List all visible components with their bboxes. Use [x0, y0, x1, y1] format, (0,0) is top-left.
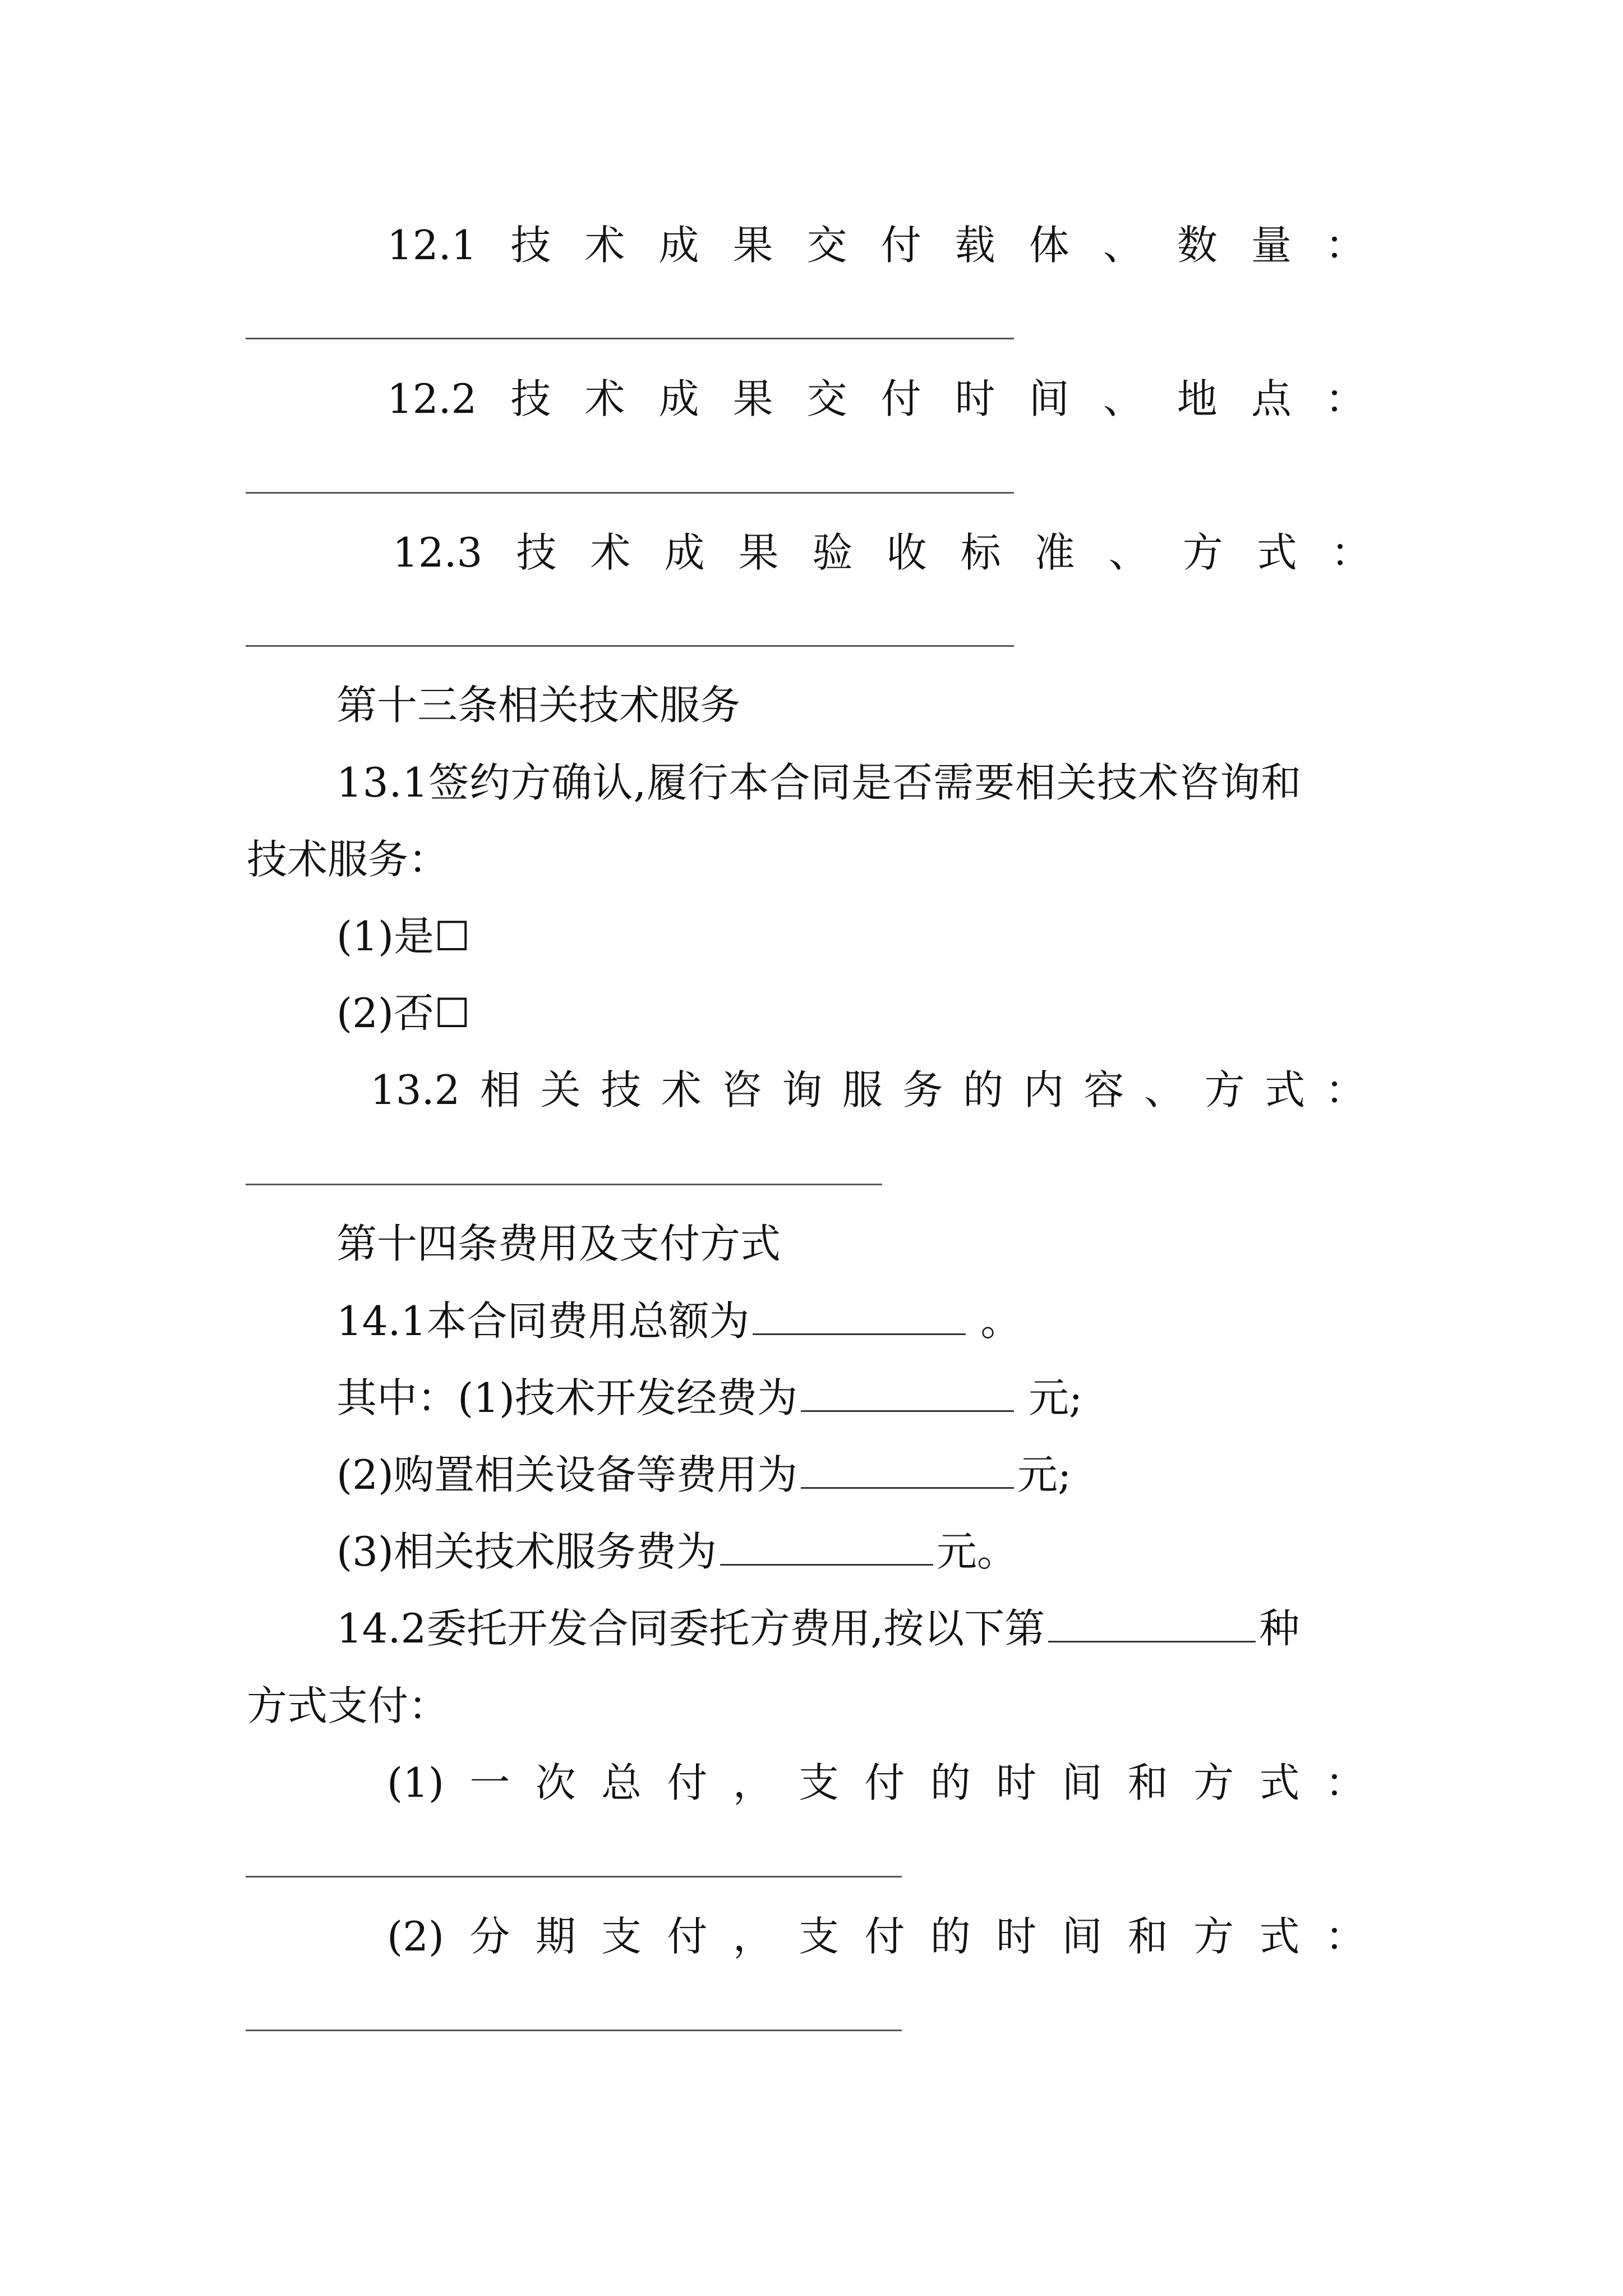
clause-char: 总	[601, 1759, 642, 1806]
clause-14-2-text: 14.2委托开发合同委托方费用,按以下第	[336, 1605, 1045, 1652]
clause-char: 技	[510, 222, 551, 269]
clause-char: ：	[1330, 529, 1371, 576]
payment-method-blank[interactable]	[1048, 1607, 1256, 1642]
clause-14-1-text: 14.1本合同费用总额为	[336, 1297, 750, 1345]
clause-14-2-line2: 方式支付：	[247, 1682, 449, 1729]
payment-option-1	[387, 1757, 1366, 1808]
clause-14-1a-text: 其中：(1)技术开发经费为	[336, 1374, 797, 1421]
fill-line-12-3[interactable]	[246, 645, 1014, 647]
clause-char: 和	[1127, 1913, 1168, 1960]
clause-char: 内	[1023, 1066, 1064, 1114]
fill-line-13-2[interactable]	[246, 1184, 882, 1185]
clause-char: 果	[732, 222, 773, 269]
clause-char: 成	[658, 222, 699, 269]
clause-char: 次	[535, 1759, 576, 1806]
clause-char: 收	[886, 529, 927, 576]
clause-char: 和	[1127, 1759, 1168, 1806]
clause-14-1a	[336, 1373, 1082, 1423]
clause-number: 12.3	[393, 529, 483, 576]
clause-char: 准	[1034, 529, 1075, 576]
clause-number: 12.2	[387, 375, 477, 422]
clause-number: (2)	[387, 1913, 444, 1960]
clause-13-1-line1: 13.1签约方确认,履行本合同是否需要相关技术咨询和	[336, 759, 1302, 806]
clause-char: 技	[516, 529, 557, 576]
clause-14-1a-unit: 元;	[1029, 1374, 1083, 1421]
clause-char: 支	[799, 1759, 840, 1806]
clause-char: 体	[1029, 222, 1069, 269]
clause-char: 间	[1029, 375, 1069, 422]
clause-number: 13.2	[370, 1066, 460, 1114]
clause-char: ：	[1325, 222, 1366, 269]
clause-char: ，	[732, 1913, 773, 1960]
clause-char: 式	[1265, 1066, 1306, 1114]
clause-char: 术	[661, 1066, 702, 1114]
clause-char: 方	[1182, 529, 1223, 576]
clause-char: 标	[960, 529, 1001, 576]
clause-char: 、	[1108, 529, 1149, 576]
clause-char: ：	[1325, 375, 1366, 422]
clause-char: 验	[812, 529, 853, 576]
fill-line-payment-1[interactable]	[246, 1876, 902, 1878]
option-yes[interactable]: (1)是☐	[336, 913, 471, 960]
clause-14-2-line1	[336, 1603, 1299, 1654]
clause-14-1	[336, 1296, 1021, 1346]
clause-char: 相	[479, 1066, 520, 1114]
clause-char: 时	[955, 375, 995, 422]
payment-option-2	[387, 1911, 1366, 1962]
clause-char: 时	[996, 1759, 1037, 1806]
fill-line-12-2[interactable]	[246, 492, 1014, 494]
clause-char: 术	[584, 375, 625, 422]
clause-char: 的	[963, 1066, 1004, 1114]
clause-char: 询	[782, 1066, 823, 1114]
clause-char: 式	[1259, 1759, 1300, 1806]
clause-char: 成	[658, 375, 699, 422]
clause-char: 服	[842, 1066, 883, 1114]
clause-char: 分	[469, 1913, 510, 1960]
clause-char: 的	[930, 1913, 971, 1960]
clause-14-1b	[336, 1450, 1071, 1500]
clause-char: 付	[667, 1913, 708, 1960]
clause-char: 式	[1256, 529, 1297, 576]
clause-char: 支	[601, 1913, 642, 1960]
clause-char: 一	[469, 1759, 510, 1806]
clause-char: 地	[1177, 375, 1218, 422]
clause-14-2-end: 种	[1259, 1605, 1300, 1652]
clause-char: 付	[864, 1913, 905, 1960]
article-13-title: 第十三条相关技术服务	[336, 682, 741, 729]
clause-char: 关	[540, 1066, 581, 1114]
clause-char: 术	[584, 222, 625, 269]
clause-char: 交	[806, 375, 847, 422]
clause-12-2	[387, 374, 1366, 424]
clause-char: 果	[738, 529, 779, 576]
clause-char: 成	[664, 529, 705, 576]
clause-char: 付	[880, 222, 921, 269]
clause-14-1b-unit: 元;	[1017, 1451, 1072, 1498]
clause-char: ，	[732, 1759, 773, 1806]
clause-char: 务	[902, 1066, 943, 1114]
clause-char: 技	[510, 375, 551, 422]
clause-char: 交	[806, 222, 847, 269]
clause-char: 方	[1193, 1913, 1234, 1960]
clause-char: 载	[955, 222, 995, 269]
total-amount-blank[interactable]	[753, 1300, 966, 1335]
clause-number: 12.1	[387, 222, 477, 269]
clause-char: 时	[996, 1913, 1037, 1960]
clause-char: ：	[1325, 1759, 1366, 1806]
clause-12-1	[387, 220, 1366, 270]
clause-14-1b-text: (2)购置相关设备等费用为	[336, 1451, 797, 1498]
clause-char: ：	[1325, 1913, 1366, 1960]
clause-char: 式	[1259, 1913, 1300, 1960]
clause-char: 付	[864, 1759, 905, 1806]
clause-char: 技	[601, 1066, 642, 1114]
clause-char: 付	[880, 375, 921, 422]
clause-char: 间	[1062, 1913, 1103, 1960]
service-fee-blank[interactable]	[720, 1530, 933, 1566]
fill-line-12-1[interactable]	[246, 338, 1014, 339]
clause-char: 的	[930, 1759, 971, 1806]
clause-12-3	[393, 527, 1371, 578]
clause-char: 数	[1177, 222, 1218, 269]
clause-char: 方	[1193, 1759, 1234, 1806]
clause-13-1-line2: 技术服务：	[247, 836, 449, 883]
clause-char: 容	[1083, 1066, 1124, 1114]
clause-char: 、	[1144, 1066, 1184, 1114]
clause-char: ：	[1325, 1066, 1366, 1114]
clause-char: 果	[732, 375, 773, 422]
clause-char: 术	[590, 529, 631, 576]
clause-char: 咨	[721, 1066, 762, 1114]
clause-char: 点	[1251, 375, 1292, 422]
clause-char: 支	[799, 1913, 840, 1960]
fill-line-payment-2[interactable]	[246, 2030, 902, 2031]
clause-13-2	[370, 1065, 1366, 1115]
clause-14-1-end: 。	[980, 1297, 1021, 1345]
equipment-fee-blank[interactable]	[801, 1453, 1014, 1489]
clause-char: 期	[535, 1913, 576, 1960]
clause-char: 方	[1204, 1066, 1245, 1114]
clause-char: 、	[1103, 375, 1144, 422]
clause-char: 量	[1251, 222, 1292, 269]
article-14-title: 第十四条费用及支付方式	[336, 1220, 781, 1267]
clause-14-1c	[336, 1526, 1017, 1577]
clause-14-1c-unit: 元。	[937, 1528, 1018, 1575]
clause-14-1c-text: (3)相关技术服务费为	[336, 1528, 717, 1575]
clause-char: 间	[1062, 1759, 1103, 1806]
dev-fee-blank[interactable]	[801, 1377, 1014, 1412]
option-no[interactable]: (2)否☐	[336, 990, 471, 1037]
clause-number: (1)	[387, 1759, 444, 1806]
clause-char: 、	[1103, 222, 1144, 269]
clause-char: 付	[667, 1759, 708, 1806]
